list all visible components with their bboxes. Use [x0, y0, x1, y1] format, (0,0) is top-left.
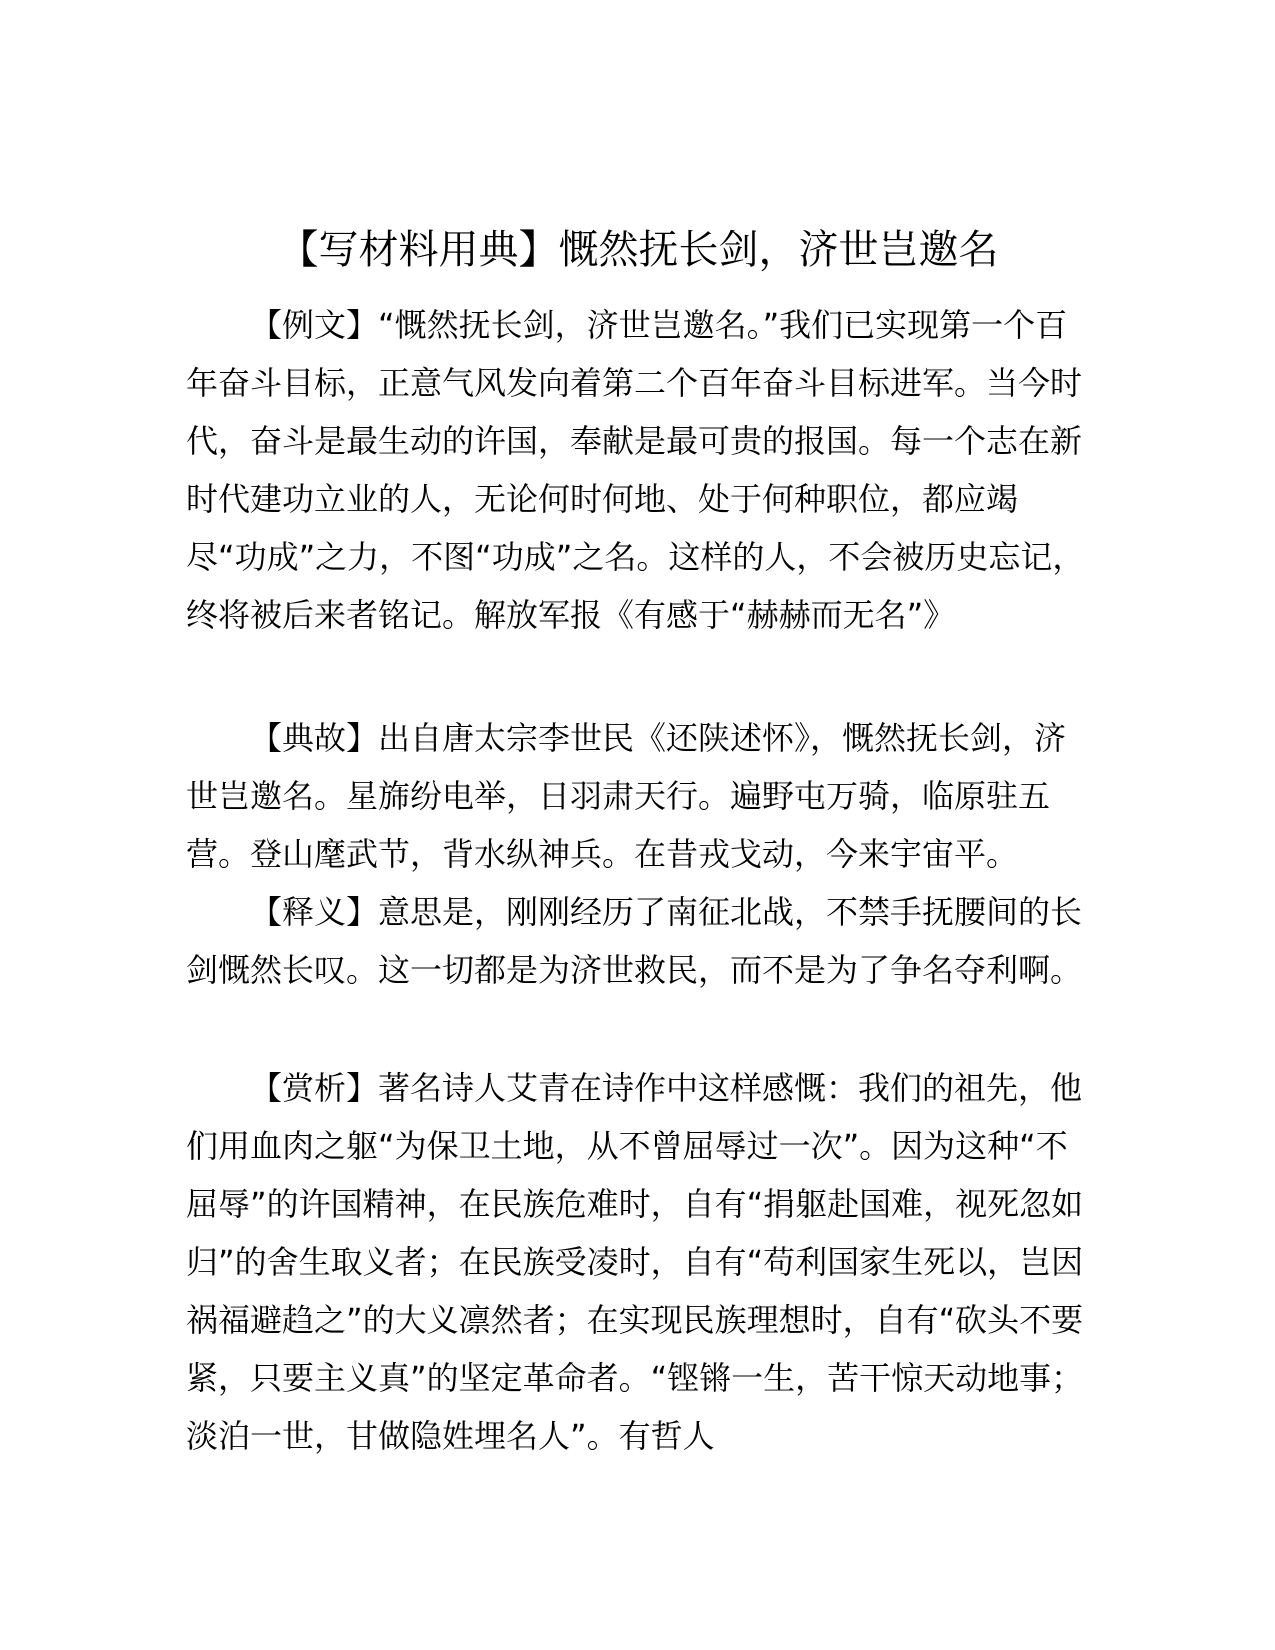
- document-title: 【写材料用典】慨然抚长剑，济世岂邀名: [278, 227, 999, 273]
- paragraph-appreciation: 【赏析】著名诗人艾青在诗作中这样感慨：我们的祖先，他们用血肉之躯“为保卫土地，从不曾屈辱过一次”。因为这种“不屈辱”的许国精神，在民族危难时，自有“捐躯赴国难，视死忽如归”的舍生取义者；在民族受凌时，自有“苟利国家生死以，岂因祸福避趋之”的大义凛然者；在实现民族理想时，自有“砍头不要紧，只要主义真”的坚定革命者。“铿锵一生，苦干惊天动地事；淡泊一世，甘做隐姓埋名人”。有哲人: [186, 1069, 1084, 1455]
- paragraph-allusion: 【典故】出自唐太宗李世民《还陕述怀》，慨然抚长剑，济世岂邀名。星旆纷电举，日羽肃天行。遍野屯万骑，临原驻五营。登山麾武节，背水纵神兵。在昔戎戈动，今来宇宙平。: [186, 719, 1067, 873]
- paragraph-example: 【例文】“慨然抚长剑，济世岂邀名。”我们已实现第一个百年奋斗目标，正意气风发向着第二个百年奋斗目标进军。当今时代，奋斗是最生动的许国，奉献是最可贵的报国。每一个志在新时代建功立业的人，无论何时何地、处于何种职位，都应竭尽“功成”之力，不图“功成”之名。这样的人，不会被历史忘记，终将被后来者铭记。解放军报《有感于“赫赫而无名”》: [186, 306, 1085, 634]
- paragraph-meaning: 【释义】意思是，刚刚经历了南征北战，不禁手抚腰间的长剑慨然长叹。这一切都是为济世救民，而不是为了争名夺利啊。: [186, 893, 1083, 989]
